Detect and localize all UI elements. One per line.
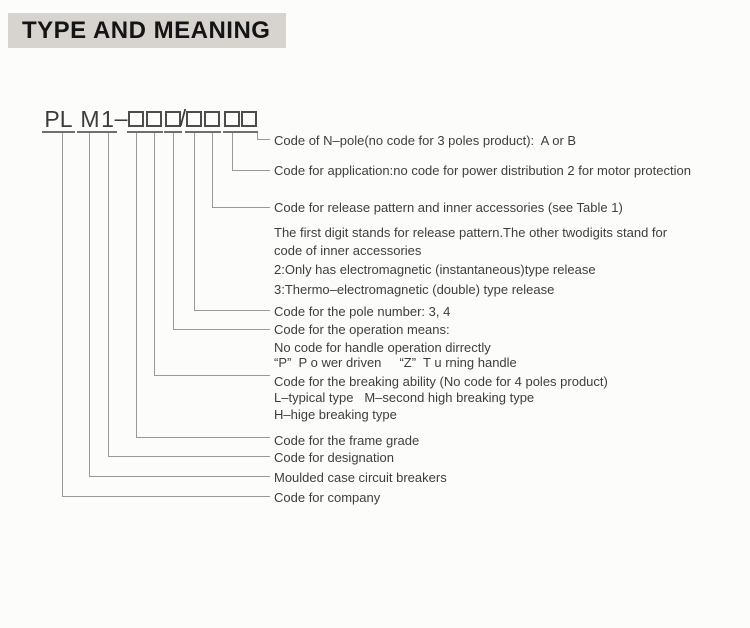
connector-moulded-case-v xyxy=(89,133,90,477)
code-box-6 xyxy=(223,106,241,133)
connector-designation-h xyxy=(108,456,270,457)
code-box-1 xyxy=(127,106,145,133)
connector-application-v xyxy=(232,133,233,171)
connector-frame-grade-h xyxy=(136,437,270,438)
connector-frame-grade-v xyxy=(136,133,137,438)
code-digit-box-icon xyxy=(224,111,240,127)
connector-breaking-ability-v xyxy=(154,133,155,376)
page-title: TYPE AND MEANING xyxy=(22,16,271,44)
code-digit-box-icon xyxy=(241,111,257,127)
code-text-1: 1 xyxy=(101,106,114,132)
label-release-note-1: The first digit stands for release pattern.The other twodigits stand for xyxy=(274,225,668,240)
connector-operation-means-v xyxy=(173,133,174,330)
code-box-2 xyxy=(145,106,163,133)
connector-release-pattern-h xyxy=(212,207,270,208)
code-box-4 xyxy=(185,106,203,133)
code-digit-box-icon xyxy=(186,111,202,127)
code-text-pl: PL xyxy=(44,106,73,132)
label-operation-means: Code for the operation means: xyxy=(274,322,450,337)
label-pole-number: Code for the pole number: 3, 4 xyxy=(274,304,451,319)
connector-release-pattern-v xyxy=(212,133,213,208)
label-release-note-4: 3:Thermo–electromagnetic (double) type release xyxy=(274,282,555,297)
label-n-pole: Code of N–pole(no code for 3 poles product): A or B xyxy=(274,133,577,148)
label-operation-note-1: No code for handle operation dirrectly xyxy=(274,340,491,355)
code-dash xyxy=(114,106,128,131)
code-digit-box-icon xyxy=(204,111,220,127)
connector-pole-number-h xyxy=(194,310,270,311)
code-digit-box-icon xyxy=(146,111,162,127)
label-application: Code for application:no code for power distribution 2 for motor protection xyxy=(274,163,691,178)
slash-glyph: / xyxy=(179,105,187,131)
label-release-note-3: 2:Only has electromagnetic (instantaneous)type release xyxy=(274,262,596,277)
code-box-5 xyxy=(203,106,221,133)
section-title-bar xyxy=(8,13,286,48)
dash-glyph: – xyxy=(114,105,128,131)
connector-pole-number-v xyxy=(194,133,195,311)
label-frame-grade: Code for the frame grade xyxy=(274,433,420,448)
connector-breaking-ability-h xyxy=(154,375,270,376)
label-breaking-ability: Code for the breaking ability (No code for 4 poles product) xyxy=(274,374,608,389)
code-part-company xyxy=(42,106,75,133)
connector-n-pole-h xyxy=(257,139,270,140)
label-operation-note-2: “P” P o wer driven “Z” T u rning handle xyxy=(274,355,517,370)
connector-application-h xyxy=(232,170,270,171)
label-breaking-note-2: H–hige breaking type xyxy=(274,407,397,422)
label-company: Code for company xyxy=(274,490,381,505)
label-breaking-note-1: L–typical type M–second high breaking type xyxy=(274,390,535,405)
connector-company-v xyxy=(62,133,63,497)
code-text-m: M xyxy=(80,106,100,132)
code-digit-box-icon xyxy=(128,111,144,127)
label-designation: Code for designation xyxy=(274,450,394,465)
code-box-7 xyxy=(240,106,258,133)
connector-moulded-case-h xyxy=(89,476,270,477)
label-release-pattern: Code for release pattern and inner accessories (see Table 1) xyxy=(274,200,623,215)
connector-designation-v xyxy=(108,133,109,457)
label-moulded-case: Moulded case circuit breakers xyxy=(274,470,447,485)
connector-company-h xyxy=(62,496,270,497)
connector-operation-means-h xyxy=(173,329,270,330)
label-release-note-2: code of inner accessories xyxy=(274,243,422,258)
